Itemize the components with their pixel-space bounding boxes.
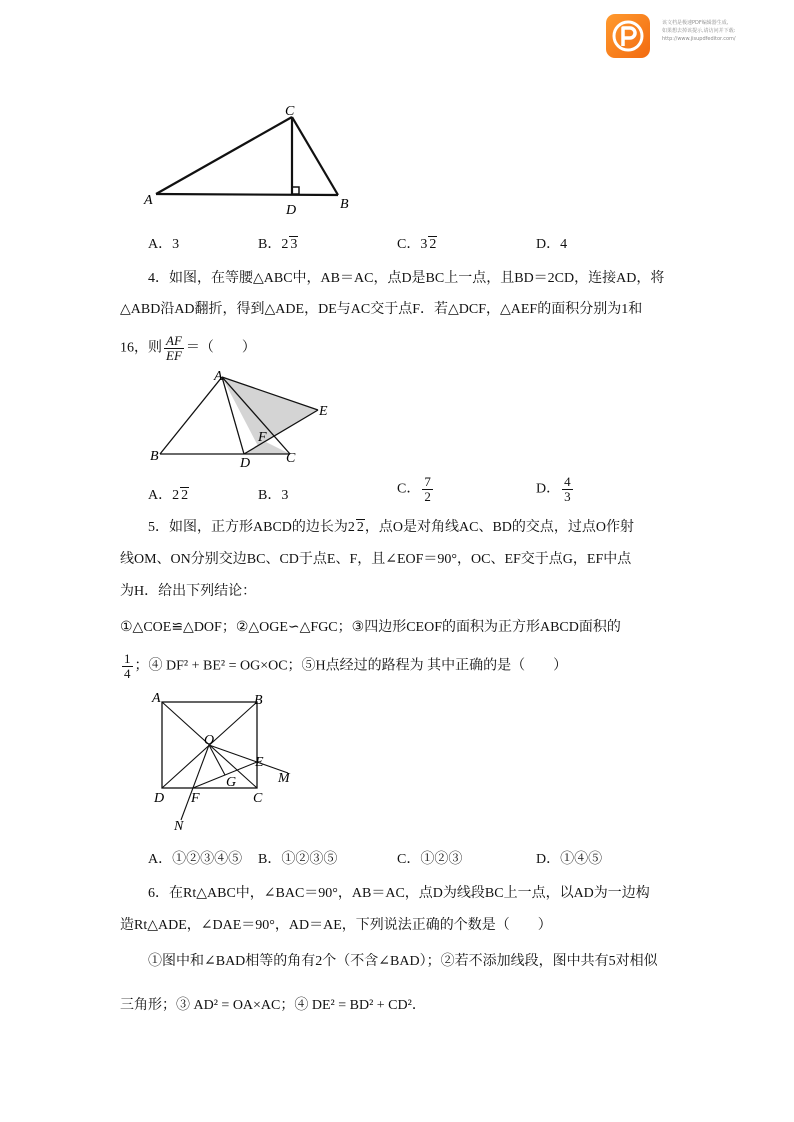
shaded-aef bbox=[222, 377, 318, 446]
label-b: B bbox=[340, 197, 349, 212]
label-c: C bbox=[253, 791, 263, 806]
q3-option-d: D．4 bbox=[536, 237, 568, 252]
label-b: B bbox=[150, 449, 159, 464]
q4-option-a: A．2 2 bbox=[148, 488, 189, 503]
q6-line-4: 三角形；③ AD² = OA×AC；④ DE² = BD² + CD²． bbox=[120, 998, 426, 1013]
label-e: E bbox=[255, 755, 264, 770]
label-d: D bbox=[154, 791, 165, 806]
q5-option-d: D．①④⑤ bbox=[536, 852, 603, 867]
q6-line-2: 造Rt△ADE，∠DAE＝90°，AD＝AE，下列说法正确的个数是（ ） bbox=[120, 918, 552, 933]
q5-line-4: ①△COE≌△DOF；②△OGE∽△FGC；③四边形CEOF的面积为正方形ABCD面积的 bbox=[120, 620, 621, 635]
watermark-line-3: http://www.jisupdfeditor.com/ bbox=[662, 36, 736, 42]
p-logo-icon bbox=[606, 14, 650, 58]
segment-cb bbox=[292, 117, 338, 195]
q4-option-d: D． $\frac{4}{3}$ bbox=[536, 474, 571, 504]
watermark-line-1: 该文档是极速PDF编辑器生成, bbox=[662, 20, 729, 26]
label-b: B bbox=[254, 693, 263, 708]
label-f: F bbox=[191, 791, 200, 806]
label-c: C bbox=[286, 451, 296, 466]
watermark-line-2: 如果想去掉该提示,请访问并下载: bbox=[662, 28, 736, 34]
q5-line-5: $\frac{1}{4}$ ；④ DF² + BE² = OG×OC；⑤H点经过的路程为 其中正确的是（ ） bbox=[124, 651, 568, 681]
q4-line-1: 4．如图，在等腰△ABC中，AB＝AC，点D是BC上一点，且BD＝2CD，连接AD，将 bbox=[148, 271, 665, 286]
label-a: A bbox=[152, 691, 161, 706]
q3-option-b: B．2 3 bbox=[258, 237, 298, 252]
q4-fold-figure bbox=[148, 368, 348, 468]
segment-ac bbox=[156, 117, 292, 194]
label-c: C bbox=[285, 104, 295, 119]
q5-option-a: A．①②③④⑤ bbox=[148, 852, 243, 867]
q4-line-2: △ABD沿AD翻折，得到△ADE，DE与AC交于点F．若△DCF，△AEF的面积分别为1和 bbox=[120, 302, 643, 317]
segment-ab bbox=[156, 194, 338, 195]
label-d: D bbox=[240, 456, 251, 468]
label-f: F bbox=[258, 430, 267, 445]
q4-line-3: 16，则 $\frac{AF}{EF}$ ＝（ ） bbox=[120, 333, 256, 363]
label-e: E bbox=[319, 404, 328, 419]
q5-square-figure bbox=[148, 690, 308, 835]
label-a: A bbox=[144, 193, 153, 208]
q6-line-1: 6．在Rt△ABC中，∠BAC＝90°，AB＝AC，点D为线段BC上一点，以AD为一边构 bbox=[148, 886, 650, 901]
label-o: O bbox=[204, 733, 215, 748]
q5-line-1: 5．如图，正方形ABCD的边长为2 2，点O是对角线AC、BD的交点，过点O作射 bbox=[148, 520, 635, 535]
q3-option-c: C．3 2 bbox=[397, 237, 437, 252]
q5-line-2: 线OM、ON分别交边BC、CD于点E、F，且∠EOF＝90°，OC、EF交于点G，EF中点 bbox=[120, 552, 632, 567]
pdf-editor-logo bbox=[606, 14, 650, 58]
q5-line-3: 为H．给出下列结论： bbox=[120, 584, 257, 599]
q3-triangle-figure bbox=[140, 100, 360, 220]
q6-line-3: ①图中和∠BAD相等的角有2个（不含∠BAD）；②若不添加线段，图中共有5对相似 bbox=[148, 954, 658, 969]
label-m: M bbox=[278, 771, 290, 786]
shaded-dcf bbox=[244, 442, 290, 454]
label-g: G bbox=[226, 775, 237, 790]
label-d: D bbox=[286, 203, 297, 218]
label-a: A bbox=[214, 369, 223, 384]
q3-option-a: A．3 bbox=[148, 237, 180, 252]
label-n: N bbox=[174, 819, 184, 834]
q4-option-b: B．3 bbox=[258, 488, 289, 503]
q5-option-c: C．①②③ bbox=[397, 852, 463, 867]
q5-option-b: B．①②③⑤ bbox=[258, 852, 338, 867]
q4-option-c: C． $\frac{7}{2}$ bbox=[397, 474, 431, 504]
